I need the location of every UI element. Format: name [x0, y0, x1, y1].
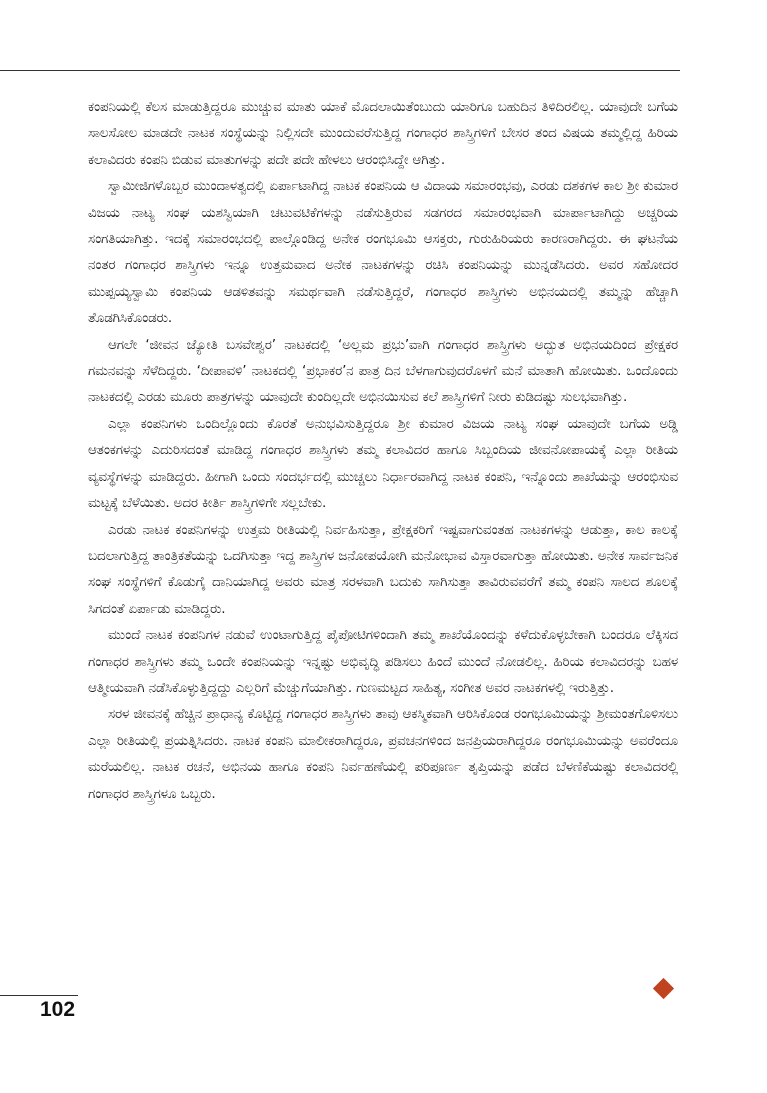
body-text: [88, 94, 678, 807]
paragraph-2: ಸ್ವಾಮೀಜಿಗಳೊಬ್ಬರ ಮುಂದಾಳತ್ವದಲ್ಲಿ ಏರ್ಪಾಟಾಗಿದ್ದ ನಾಟಕ ಕಂಪನಿಯ ಆ ವಿದಾಯ ಸಮಾರಂಭವು, ಎರಡು ದಶಕಗಳ ಕಾಲ ಶ್ರೀ ಕುಮಾರ ವಿಜಯ ನಾಟ್ಯ ಸಂಘ ಯಶಸ್ವಿಯಾಗಿ ಚಟುವಟಿಕೆಗಳನ್ನು ನಡೆಸುತ್ತಿರುವ ಸಡಗರದ ಸಮಾರಂಭವಾಗಿ ಮಾರ್ಪಾಟಾಗಿದ್ದು ಅಚ್ಚರಿಯ ಸಂಗತಿಯಾಗಿತ್ತು. ಇದಕ್ಕೆ ಸಮಾರಂಭದಲ್ಲಿ ಪಾಲ್ಗೊಂಡಿದ್ದ ಅನೇಕ ರಂಗಭೂಮಿ ಆಸಕ್ತರು, ಗುರುಹಿರಿಯರು ಕಾರಣರಾಗಿದ್ದರು. ಈ ಘಟನೆಯ ನಂತರ ಗಂಗಾಧರ ಶಾಸ್ತ್ರಿಗಳು ಇನ್ನೂ ಉತ್ತಮವಾದ ಅನೇಕ ನಾಟಕಗಳನ್ನು ರಚಿಸಿ ಕಂಪನಿಯನ್ನು ಮುನ್ನಡೆಸಿದರು. ಅವರ ಸಹೋದರ ಮುಪ್ಪಯ್ಯಸ್ವಾಮಿ ಕಂಪನಿಯ ಆಡಳಿತವನ್ನು ಸಮರ್ಥವಾಗಿ ನಡೆಸುತ್ತಿದ್ದರೆ, ಗಂಗಾಧರ ಶಾಸ್ತ್ರಿಗಳು ಅಭಿನಯದಲ್ಲಿ ತಮ್ಮನ್ನು ಹೆಚ್ಚಾಗಿ ತೊಡಗಿಸಿಕೊಂಡರು.: [88, 178, 678, 327]
paragraph-5: ಎರಡು ನಾಟಕ ಕಂಪನಿಗಳನ್ನು ಉತ್ತಮ ರೀತಿಯಲ್ಲಿ ನಿರ್ವಹಿಸುತ್ತಾ, ಪ್ರೇಕ್ಷಕರಿಗೆ ಇಷ್ಟವಾಗುವಂತಹ ನಾಟಕಗಳನ್ನು ಆಡುತ್ತಾ, ಕಾಲ ಕಾಲಕ್ಕೆ ಬದಲಾಗುತ್ತಿದ್ದ ತಾಂತ್ರಿಕತೆಯನ್ನು ಒದಗಿಸುತ್ತಾ ಇದ್ದ ಶಾಸ್ತ್ರಿಗಳ ಜನೋಪಯೋಗಿ ಮನೋಭಾವ ವಿಸ್ತಾರವಾಗುತ್ತಾ ಹೋಯಿತು. ಅನೇಕ ಸಾರ್ವಜನಿಕ ಸಂಘ ಸಂಸ್ಥೆಗಳಿಗೆ ಕೊಡುಗೈ ದಾನಿಯಾಗಿದ್ದ ಅವರು ಮಾತ್ರ ಸರಳವಾಗಿ ಬದುಕು ಸಾಗಿಸುತ್ತಾ ತಾವಿರುವವರೆಗೆ ತಮ್ಮ ಕಂಪನಿ ಸಾಲದ ಶೂಲಕ್ಕೆ ಸಿಗದಂತೆ ಏರ್ಪಾಡು ಮಾಡಿದ್ದರು.: [88, 521, 678, 617]
diamond-ornament-icon: [653, 978, 674, 999]
paragraph-4: ಎಲ್ಲಾ ಕಂಪನಿಗಳು ಒಂದಿಲ್ಲೊಂದು ಕೊರತೆ ಅನುಭವಿಸುತ್ತಿದ್ದರೂ ಶ್ರೀ ಕುಮಾರ ವಿಜಯ ನಾಟ್ಯ ಸಂಘ ಯಾವುದೇ ಬಗೆಯ ಅಡ್ಡಿ ಆತಂಕಗಳನ್ನು ಎದುರಿಸದಂತೆ ಮಾಡಿದ್ದ ಗಂಗಾಧರ ಶಾಸ್ತ್ರಿಗಳು ತಮ್ಮ ಕಲಾವಿದರ ಹಾಗೂ ಸಿಬ್ಬಂದಿಯ ಜೀವನೋಪಾಯಕ್ಕೆ ಎಲ್ಲಾ ರೀತಿಯ ವ್ಯವಸ್ಥೆಗಳನ್ನು ಮಾಡಿದ್ದರು. ಹೀಗಾಗಿ ಒಂದು ಸಂದರ್ಭದಲ್ಲಿ ಮುಚ್ಚಲು ನಿರ್ಧಾರವಾಗಿದ್ದ ನಾಟಕ ಕಂಪನಿ, ಇನ್ನೊಂದು ಶಾಖೆಯನ್ನು ಆರಂಭಿಸುವ ಮಟ್ಟಕ್ಕೆ ಬೆಳೆಯಿತು. ಅದರ ಕೀರ್ತಿ ಶಾಸ್ತ್ರಿಗಳಿಗೇ ಸಲ್ಲಬೇಕು.: [88, 415, 678, 512]
footer-rule: [0, 995, 78, 996]
paragraph-3: ಆಗಲೇ ‘ಜೀವನ ಜ್ಯೋತಿ ಬಸವೇಶ್ವರ’ ನಾಟಕದಲ್ಲಿ ‘ಅಲ್ಲಮ ಪ್ರಭು’ವಾಗಿ ಗಂಗಾಧರ ಶಾಸ್ತ್ರಿಗಳು ಅದ್ಭುತ ಅಭಿನಯದಿಂದ ಪ್ರೇಕ್ಷಕರ ಗಮನವನ್ನು ಸೆಳೆದಿದ್ದರು. ‘ದೀಪಾವಳಿ’ ನಾಟಕದಲ್ಲಿ ‘ಪ್ರಭಾಕರ’ನ ಪಾತ್ರ ದಿನ ಬೆಳಗಾಗುವುದರೊಳಗೆ ಮನೆ ಮಾತಾಗಿ ಹೋಯಿತು. ಒಂದೊಂದು ನಾಟಕದಲ್ಲಿ ಎರಡು ಮೂರು ಪಾತ್ರಗಳನ್ನು ಯಾವುದೇ ಕುಂದಿಲ್ಲದೇ ಅಭಿನಯಿಸುವ ಕಲೆ ಶಾಸ್ತ್ರಿಗಳಿಗೆ ನೀರು ಕುಡಿದಷ್ಟು ಸುಲಭವಾಗಿತ್ತು.: [88, 336, 678, 406]
paragraph-1: ಕಂಪನಿಯಲ್ಲಿ ಕೆಲಸ ಮಾಡುತ್ತಿದ್ದರೂ ಮುಚ್ಚುವ ಮಾತು ಯಾಕೆ ಮೊದಲಾಯಿತೆಂಬುದು ಯಾರಿಗೂ ಬಹುದಿನ ತಿಳಿದಿರಲಿಲ್ಲ. ಯಾವುದೇ ಬಗೆಯ ಸಾಲಸೋಲ ಮಾಡದೇ ನಾಟಕ ಸಂಸ್ಥೆಯನ್ನು ನಿಲ್ಲಿಸದೇ ಮುಂದುವರೆಸುತ್ತಿದ್ದ ಗಂಗಾಧರ ಶಾಸ್ತ್ರಿಗಳಿಗೆ ಬೇಸರ ತಂದ ವಿಷಯ ತಮ್ಮಲ್ಲಿದ್ದ ಹಿರಿಯ ಕಲಾವಿದರು ಕಂಪನಿ ಬಿಡುವ ಮಾತುಗಳನ್ನು ಪದೇ ಪದೇ ಹೇಳಲು ಆರಂಭಿಸಿದ್ದೇ ಆಗಿತ್ತು.: [88, 99, 678, 168]
page-number: 102: [40, 998, 76, 1021]
header-rule: [0, 70, 680, 71]
paragraph-6: ಮುಂದೆ ನಾಟಕ ಕಂಪನಿಗಳ ನಡುವೆ ಉಂಟಾಗುತ್ತಿದ್ದ ಪೈಪೋಟಿಗಳಿಂದಾಗಿ ತಮ್ಮ ಶಾಖೆಯೊಂದನ್ನು ಕಳೆದುಕೊಳ್ಳಬೇಕಾಗಿ ಬಂದರೂ ಲೆಕ್ಕಿಸದ ಗಂಗಾಧರ ಶಾಸ್ತ್ರಿಗಳು ತಮ್ಮ ಒಂದೇ ಕಂಪನಿಯನ್ನು ಇನ್ನಷ್ಟು ಅಭಿವೃದ್ಧಿ ಪಡಿಸಲು ಹಿಂದೆ ಮುಂದೆ ನೋಡಲಿಲ್ಲ. ಹಿರಿಯ ಕಲಾವಿದರನ್ನು ಬಹಳ ಆತ್ಮೀಯವಾಗಿ ನಡೆಸಿಕೊಳ್ಳುತ್ತಿದ್ದದ್ದು ಎಲ್ಲರಿಗೆ ಮೆಚ್ಚುಗೆಯಾಗಿತ್ತು. ಗುಣಮಟ್ಟದ ಸಾಹಿತ್ಯ, ಸಂಗೀತ ಅವರ ನಾಟಕಗಳಲ್ಲಿ ಇರುತ್ತಿತ್ತು.: [88, 627, 678, 696]
paragraph-7: ಸರಳ ಜೀವನಕ್ಕೆ ಹೆಚ್ಚಿನ ಪ್ರಾಧಾನ್ಯ ಕೊಟ್ಟಿದ್ದ ಗಂಗಾಧರ ಶಾಸ್ತ್ರಿಗಳು ತಾವು ಆಕಸ್ಮಿಕವಾಗಿ ಆರಿಸಿಕೊಂಡ ರಂಗಭೂಮಿಯನ್ನು ಶ್ರೀಮಂತಗೊಳಿಸಲು ಎಲ್ಲಾ ರೀತಿಯಲ್ಲಿ ಪ್ರಯತ್ನಿಸಿದರು. ನಾಟಕ ಕಂಪನಿ ಮಾಲೀಕರಾಗಿದ್ದರೂ, ಪ್ರವಚನಗಳಿಂದ ಜನಪ್ರಿಯರಾಗಿದ್ದರೂ ರಂಗಭೂಮಿಯನ್ನು ಅವರೆಂದೂ ಮರೆಯಲಿಲ್ಲ. ನಾಟಕ ರಚನೆ, ಅಭಿನಯ ಹಾಗೂ ಕಂಪನಿ ನಿರ್ವಹಣೆಯಲ್ಲಿ ಪರಿಪೂರ್ಣ ತೃಪ್ತಿಯನ್ನು ಪಡೆದ ಬೆಳಣಿಕೆಯಷ್ಟು ಕಲಾವಿದರಲ್ಲಿ ಗಂಗಾಧರ ಶಾಸ್ತ್ರಿಗಳೂ ಒಬ್ಬರು.: [88, 706, 678, 802]
